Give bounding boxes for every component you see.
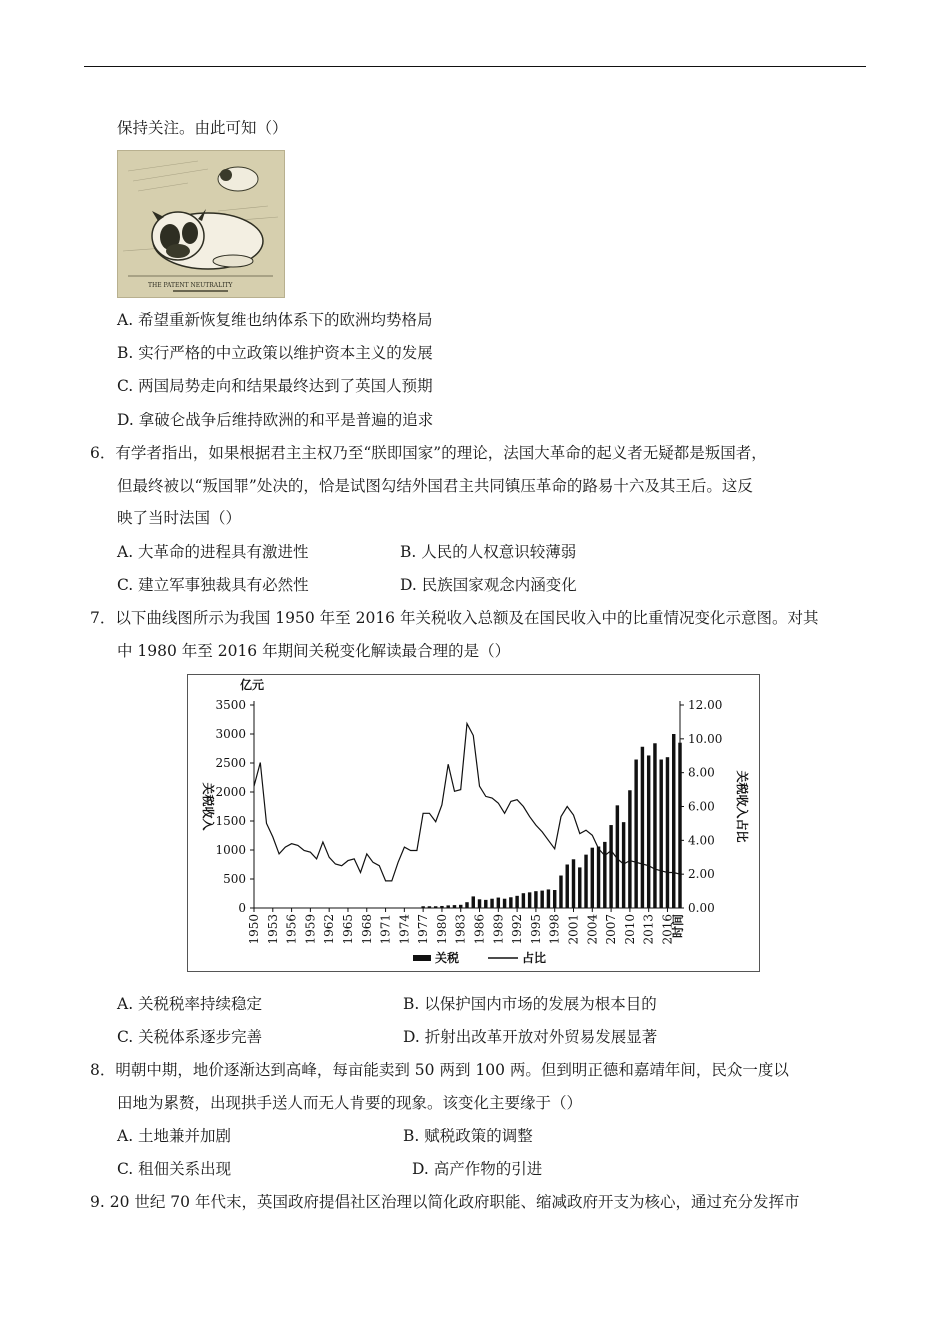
x-tick-label: 1977 bbox=[416, 914, 431, 945]
q7-line-1: 7．以下曲线图所示为我国 1950 年至 2016 年关税收入总额及在国民收入中的比重情况变化示意图。对其 bbox=[90, 609, 819, 627]
x-axis-label: 时间 bbox=[671, 914, 685, 939]
x-tick-label: 1992 bbox=[510, 914, 525, 945]
tariff-chart-svg bbox=[188, 675, 759, 971]
tariff-bar bbox=[666, 757, 669, 908]
tariff-bar bbox=[497, 898, 500, 908]
x-tick-label: 1974 bbox=[397, 914, 412, 945]
tariff-bar bbox=[647, 755, 650, 908]
y-left-tick-label: 0 bbox=[238, 901, 246, 915]
header-rule bbox=[84, 66, 866, 67]
q6-line-3: 映了当时法国（） bbox=[117, 509, 242, 527]
x-tick-label: 1956 bbox=[284, 914, 299, 945]
x-tick-label: 1971 bbox=[378, 914, 393, 945]
y-left-axis-label: 关税收入 bbox=[201, 782, 215, 831]
q6-option-b[interactable]: B. 人民的人权意识较薄弱 bbox=[400, 543, 577, 561]
x-tick-label: 2004 bbox=[585, 914, 600, 945]
cartoon-image bbox=[117, 150, 285, 298]
q7-option-d[interactable]: D. 折射出改革开放对外贸易发展显著 bbox=[403, 1028, 658, 1046]
y-right-tick-label: 6.00 bbox=[688, 799, 715, 814]
cartoon-caption: THE PATENT NEUTRALITY bbox=[148, 282, 233, 289]
tariff-bar bbox=[653, 743, 656, 908]
tariff-bar bbox=[421, 906, 424, 908]
q5-option-b[interactable]: B. 实行严格的中立政策以维护资本主义的发展 bbox=[117, 344, 433, 362]
tariff-bar bbox=[572, 859, 575, 908]
y-right-tick-label: 8.00 bbox=[688, 765, 715, 780]
share-line bbox=[254, 724, 680, 881]
y-right-tick-label: 2.00 bbox=[688, 867, 715, 882]
q8-option-b[interactable]: B. 赋税政策的调整 bbox=[403, 1127, 533, 1145]
tariff-bar bbox=[434, 906, 437, 908]
q7-line-2: 中 1980 年至 2016 年期间关税变化解读最合理的是（） bbox=[117, 642, 511, 660]
x-tick-label: 1986 bbox=[472, 914, 487, 945]
tariff-bar bbox=[428, 906, 431, 908]
tariff-bar bbox=[509, 897, 512, 908]
q7-option-a[interactable]: A. 关税税率持续稳定 bbox=[117, 995, 263, 1013]
q6-option-c[interactable]: C. 建立军事独裁具有必然性 bbox=[117, 576, 309, 594]
tariff-bar bbox=[522, 893, 525, 908]
q5-question-tail: 保持关注。由此可知（） bbox=[117, 119, 288, 137]
tariff-bar bbox=[628, 790, 631, 908]
x-tick-label: 1983 bbox=[453, 914, 468, 945]
y-left-tick-label: 500 bbox=[223, 872, 246, 886]
y-right-tick-label: 0.00 bbox=[688, 901, 715, 915]
legend-label-share: 占比 bbox=[522, 951, 547, 965]
tariff-bar bbox=[622, 822, 625, 908]
q8-option-c[interactable]: C. 租佃关系出现 bbox=[117, 1160, 232, 1178]
tariff-bar bbox=[672, 734, 675, 908]
y-left-tick-label: 3500 bbox=[215, 698, 246, 712]
tariff-bar bbox=[584, 855, 587, 908]
q8-option-d[interactable]: D. 高产作物的引进 bbox=[412, 1160, 543, 1178]
tariff-bar bbox=[534, 891, 537, 908]
q6-option-a[interactable]: A. 大革命的进程具有激进性 bbox=[117, 543, 309, 561]
tariff-chart bbox=[187, 674, 760, 972]
legend-label-tariff: 关税 bbox=[435, 951, 460, 965]
x-tick-label: 1968 bbox=[359, 914, 374, 945]
q5-option-a[interactable]: A. 希望重新恢复维也纳体系下的欧洲均势格局 bbox=[117, 311, 433, 329]
tariff-bar bbox=[559, 876, 562, 908]
tariff-bar bbox=[603, 842, 606, 908]
tariff-bar bbox=[634, 760, 637, 908]
x-tick-label: 2010 bbox=[622, 914, 637, 945]
q7-option-c[interactable]: C. 关税体系逐步完善 bbox=[117, 1028, 263, 1046]
tariff-bar bbox=[553, 890, 556, 908]
q6-line-2: 但最终被以“叛国罪”处决的，恰是试图勾结外国君主共同镇压革命的路易十六及其王后。这反 bbox=[117, 477, 753, 495]
x-tick-label: 1965 bbox=[340, 914, 355, 945]
tariff-bar bbox=[659, 760, 662, 908]
legend-swatch-tariff bbox=[413, 955, 431, 961]
x-tick-label: 1953 bbox=[265, 914, 280, 945]
x-tick-label: 2007 bbox=[604, 914, 619, 945]
x-tick-label: 1980 bbox=[434, 914, 449, 945]
x-tick-label: 1962 bbox=[322, 914, 337, 945]
tariff-bar bbox=[472, 896, 475, 908]
tariff-bar bbox=[566, 865, 569, 909]
y-left-tick-label: 3000 bbox=[215, 727, 246, 741]
q6-option-d[interactable]: D. 民族国家观念内涵变化 bbox=[400, 576, 577, 594]
tariff-bar bbox=[453, 905, 456, 908]
tariff-bar bbox=[490, 899, 493, 908]
x-tick-label: 2013 bbox=[641, 914, 656, 945]
tariff-bar bbox=[503, 899, 506, 908]
y-right-tick-label: 10.00 bbox=[688, 731, 723, 746]
q9-line-1: 9. 20 世纪 70 年代末，英国政府提倡社区治理以简化政府职能、缩减政府开支为核心，通过充分发挥市 bbox=[90, 1193, 800, 1211]
tariff-bar bbox=[591, 848, 594, 908]
tariff-bar bbox=[597, 847, 600, 908]
q6-line-1: 6．有学者指出，如果根据君主主权乃至“朕即国家”的理论，法国大革命的起义者无疑都是叛国者， bbox=[90, 444, 767, 462]
y-left-tick-label: 2000 bbox=[215, 785, 246, 799]
tariff-bar bbox=[540, 891, 543, 908]
tariff-bar bbox=[528, 892, 531, 908]
y-right-axis-label: 关税收入占比 bbox=[735, 770, 749, 843]
tariff-bar bbox=[609, 825, 612, 908]
x-tick-label: 1989 bbox=[491, 914, 506, 945]
x-tick-label: 1995 bbox=[528, 914, 543, 945]
tariff-bar bbox=[484, 900, 487, 908]
tariff-bar bbox=[440, 906, 443, 908]
tariff-bar bbox=[478, 899, 481, 908]
y-right-tick-label: 4.00 bbox=[688, 833, 715, 848]
x-tick-label: 1998 bbox=[547, 914, 562, 945]
q8-line-1: 8．明朝中期，地价逐渐达到高峰，每亩能卖到 50 两到 100 两。但到明正德和嘉靖年间，民众一度以 bbox=[90, 1061, 789, 1079]
tariff-bar bbox=[465, 902, 468, 908]
x-tick-label: 2016 bbox=[660, 914, 675, 945]
x-tick-label: 1959 bbox=[303, 914, 318, 945]
tariff-bar bbox=[459, 905, 462, 908]
tariff-bar bbox=[678, 743, 681, 908]
tariff-bar bbox=[578, 867, 581, 908]
q8-line-2: 田地为累赘，出现拱手送人而无人肯要的现象。该变化主要缘于（） bbox=[117, 1094, 583, 1112]
q5-option-d[interactable]: D. 拿破仑战争后维持欧洲的和平是普遍的追求 bbox=[117, 411, 434, 429]
q5-option-c[interactable]: C. 两国局势走向和结果最终达到了英国人预期 bbox=[117, 377, 433, 395]
x-tick-label: 2001 bbox=[566, 914, 581, 945]
tariff-bar bbox=[547, 889, 550, 908]
y-left-unit: 亿元 bbox=[240, 678, 265, 692]
y-left-tick-label: 1500 bbox=[215, 814, 246, 828]
y-left-tick-label: 2500 bbox=[215, 756, 246, 770]
tariff-bar bbox=[641, 747, 644, 908]
tariff-bar bbox=[446, 905, 449, 908]
tariff-bar bbox=[515, 896, 518, 908]
q7-option-b[interactable]: B. 以保护国内市场的发展为根本目的 bbox=[403, 995, 657, 1013]
y-right-tick-label: 12.00 bbox=[688, 698, 723, 712]
q8-option-a[interactable]: A. 土地兼并加剧 bbox=[117, 1127, 232, 1145]
x-tick-label: 1950 bbox=[247, 914, 261, 945]
y-left-tick-label: 1000 bbox=[215, 843, 246, 857]
